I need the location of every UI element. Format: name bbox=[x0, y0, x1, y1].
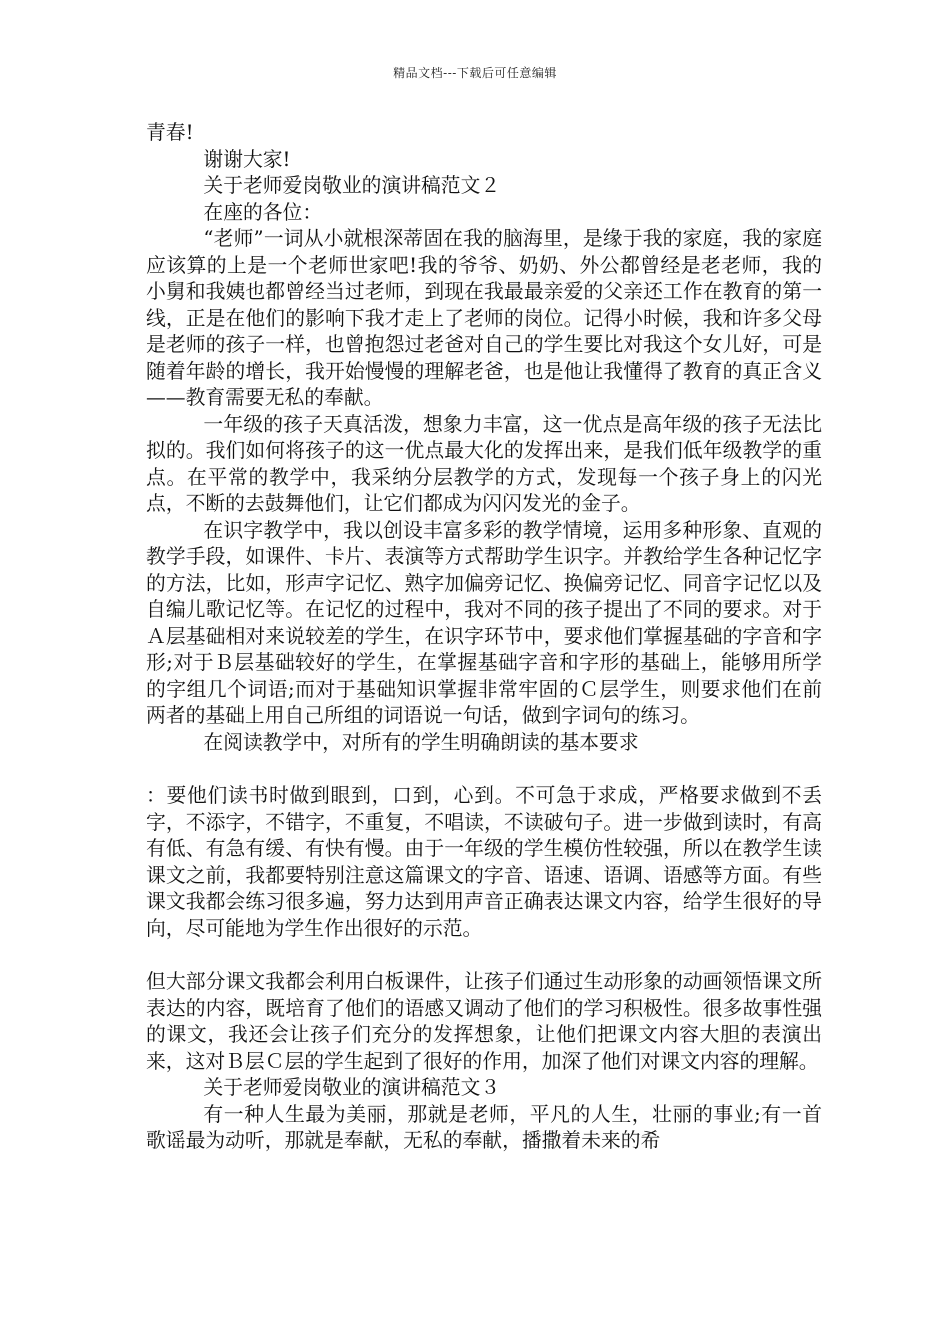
greeting: 在座的各位： bbox=[203, 200, 323, 224]
paragraph-reading-teaching: 在阅读教学中，对所有的学生明确朗读的基本要求 bbox=[203, 730, 639, 754]
paragraph-2: 谢谢大家! bbox=[203, 147, 291, 171]
paragraph-teacher-family: “老师”一词从小就根深蒂固在我的脑海里，是缘于我的家庭，我的家庭应该算的上是一个老师世家吧!我的爷爷、奶奶、外公都曾经是老老师，我的小舅和我姨也都曾经当过老师，到现在我最最亲爱的父亲还工作在教育的第一线，正是在他们的影响下我才走上了老师的岗位。记得小时候，我和许多父母是老师的孩子一样，也曾抱怨过老爸对自己的学生要比对我这个女儿好，可是随着年龄的增长，我开始慢慢的理解老爸，也是他让我懂得了教育的真正含义——教育需要无私的奉献。 bbox=[146, 227, 822, 409]
paragraph-literacy-teaching: 在识字教学中，我以创设丰富多彩的教学情境，运用多种形象、直观的教学手段，如课件、卡片、表演等方式帮助学生识字。并教给学生各种记忆字的方法，比如，形声字记忆、熟字加偏旁记忆、换偏旁记忆、同音字记忆以及自编儿歌记忆等。在记忆的过程中，我对不同的孩子提出了不同的要求。对于Ａ层基础相对来说较差的学生，在识字环节中，要求他们掌握基础的字音和字形;对于Ｂ层基础较好的学生，在掌握基础字音和字形的基础上，能够用所学的字组几个词语;而对于基础知识掌握非常牢固的Ｃ层学生，则要求他们在前两者的基础上用自己所组的词语说一句话，做到字词句的练习。 bbox=[146, 518, 822, 727]
section-title-3: 关于老师爱岗敬业的演讲稿范文３ bbox=[203, 1076, 501, 1099]
paragraph-beautiful-life: 有一种人生最为美丽，那就是老师，平凡的人生，壮丽的事业;有一首歌谣最为动听，那就是奉献，无私的奉献，播撒着未来的希 bbox=[146, 1102, 822, 1152]
paragraph-1: 青春! bbox=[146, 121, 194, 144]
document-body bbox=[146, 120, 822, 1155]
page-header: 精品文档---下载后可任意编辑 bbox=[393, 66, 557, 80]
paragraph-whiteboard: 但大部分课文我都会利用白板课件，让孩子们通过生动形象的动画领悟课文所表达的内容，既培育了他们的语感又调动了他们的学习积极性。很多故事性强的课文，我还会让孩子们充分的发挥想象，让他们把课文内容大胆的表演出来，这对Ｂ层Ｃ层的学生起到了很好的作用，加深了他们对课文内容的理解。 bbox=[146, 970, 822, 1073]
paragraph-first-grade: 一年级的孩子天真活泼，想象力丰富，这一优点是高年级的孩子无法比拟的。我们如何将孩子的这一优点最大化的发挥出来，是我们低年级教学的重点。在平常的教学中，我采纳分层教学的方式，发现每一个孩子身上的闪光点，不断的去鼓舞他们，让它们都成为闪闪发光的金子。 bbox=[146, 412, 822, 515]
blank-line bbox=[146, 756, 822, 783]
blank-line bbox=[146, 942, 822, 969]
section-title-2: 关于老师爱岗敬业的演讲稿范文２ bbox=[203, 174, 501, 197]
paragraph-reading-requirements: ：要他们读书时做到眼到，口到，心到。不可急于求成，严格要求做到不丢字，不添字，不错字，不重复，不唱读，不读破句子。进一步做到读时，有高有低、有急有缓、有快有慢。由于一年级的学生模仿性较强，所以在教学生读课文之前，我都要特别注意这篇课文的字音、语速、语调、语感等方面。有些课文我都会练习很多遍，努力达到用声音正确表达课文内容，给学生很好的导向，尽可能地为学生作出很好的示范。 bbox=[146, 784, 822, 940]
